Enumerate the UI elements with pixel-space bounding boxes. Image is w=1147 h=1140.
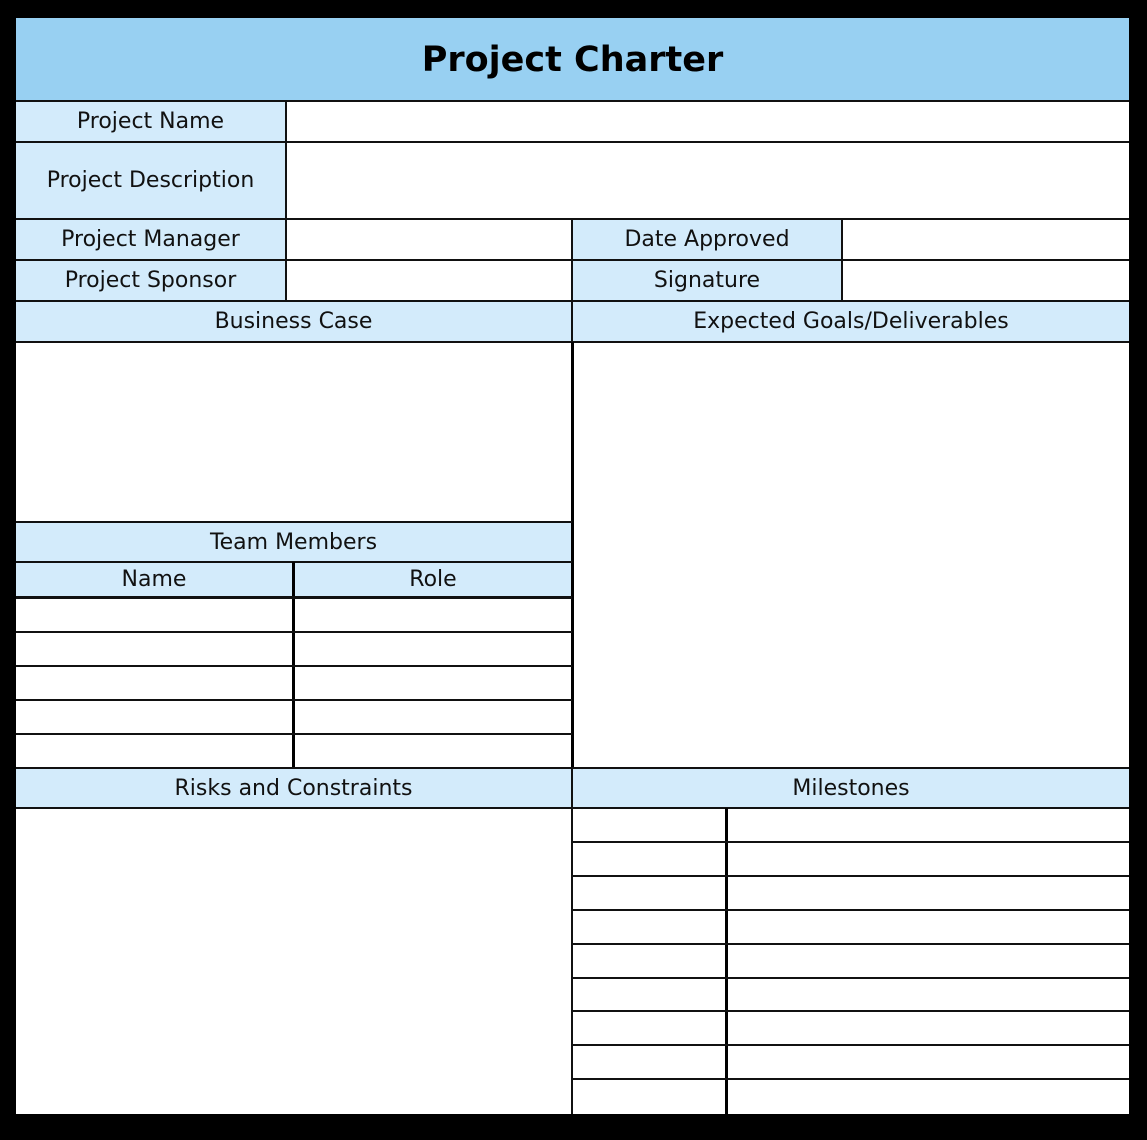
team-member-role-cell[interactable] [295,633,571,665]
milestone-date-cell[interactable] [573,979,725,1011]
risks-constraints-field[interactable] [16,809,571,1114]
signature-label: Signature [573,261,841,300]
project-description-field[interactable] [287,143,1129,218]
milestone-date-cell[interactable] [573,877,725,909]
form-title: Project Charter [16,18,1129,101]
signature-field[interactable] [843,261,1129,300]
project-name-label: Project Name [16,102,285,141]
business-case-field[interactable] [16,343,571,521]
team-member-role-cell[interactable] [295,735,571,767]
team-member-name-cell[interactable] [16,701,292,733]
milestone-date-cell[interactable] [573,843,725,875]
expected-goals-field[interactable] [576,343,1129,767]
team-member-role-cell[interactable] [295,599,571,631]
milestone-description-cell[interactable] [728,1080,1129,1112]
expected-goals-header: Expected Goals/Deliverables [573,302,1129,341]
project-manager-field[interactable] [287,220,571,259]
milestone-description-cell[interactable] [728,911,1129,943]
team-member-name-cell[interactable] [16,599,292,631]
milestone-date-cell[interactable] [573,1012,725,1044]
team-member-role-cell[interactable] [295,667,571,699]
milestone-date-cell[interactable] [573,1046,725,1078]
team-member-name-cell[interactable] [16,667,292,699]
milestone-description-cell[interactable] [728,843,1129,875]
team-role-column-header: Role [295,563,571,596]
team-members-header: Team Members [16,523,571,561]
milestone-description-cell[interactable] [728,1046,1129,1078]
project-sponsor-field[interactable] [287,261,571,300]
team-name-column-header: Name [16,563,292,596]
project-name-field[interactable] [287,102,1129,141]
milestone-description-cell[interactable] [728,877,1129,909]
milestone-description-cell[interactable] [728,809,1129,841]
date-approved-label: Date Approved [573,220,841,259]
milestone-description-cell[interactable] [728,979,1129,1011]
date-approved-field[interactable] [843,220,1129,259]
team-member-role-cell[interactable] [295,701,571,733]
project-sponsor-label: Project Sponsor [16,261,285,300]
milestone-date-cell[interactable] [573,911,725,943]
business-case-header: Business Case [16,302,571,341]
project-description-label: Project Description [16,143,285,218]
milestone-description-cell[interactable] [728,945,1129,977]
milestone-date-cell[interactable] [573,945,725,977]
milestone-date-cell[interactable] [573,809,725,841]
milestone-date-cell[interactable] [573,1080,725,1112]
milestones-header: Milestones [573,769,1129,807]
project-charter-form [16,18,1129,1114]
milestone-description-cell[interactable] [728,1012,1129,1044]
team-member-name-cell[interactable] [16,633,292,665]
project-manager-label: Project Manager [16,220,285,259]
team-member-name-cell[interactable] [16,735,292,767]
risks-constraints-header: Risks and Constraints [16,769,571,807]
